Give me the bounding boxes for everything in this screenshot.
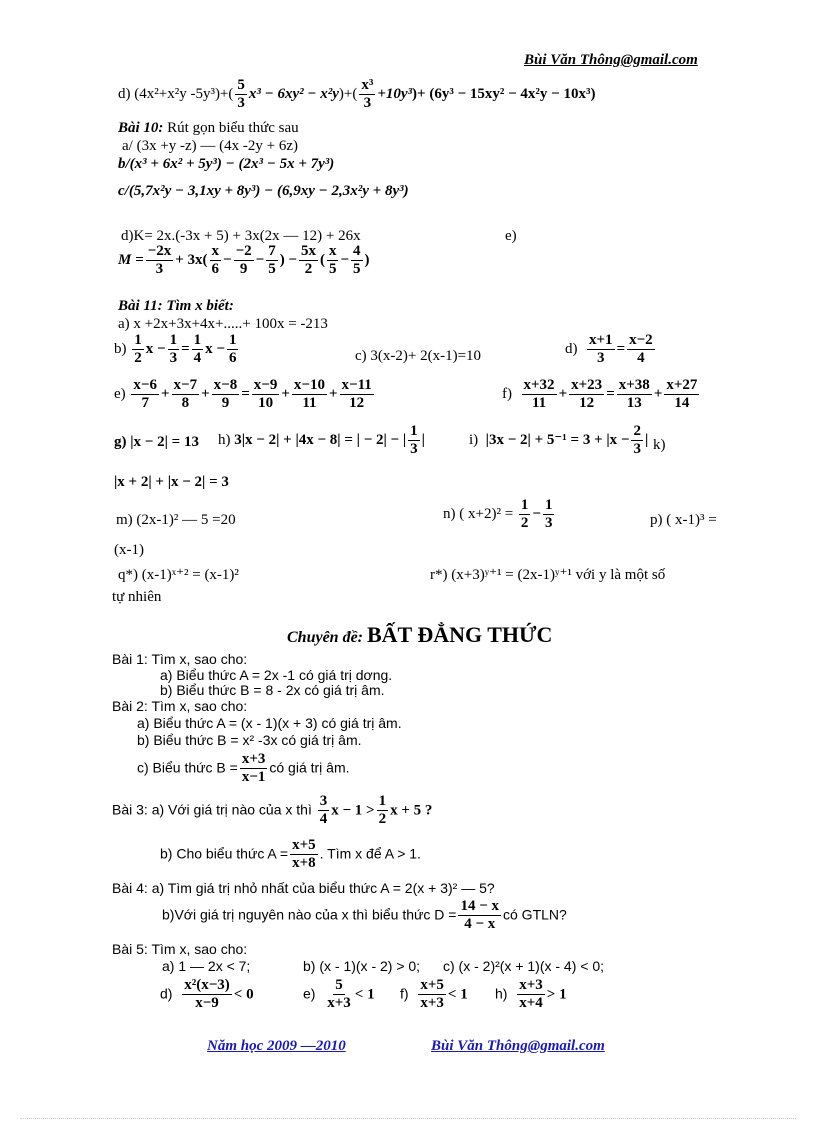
bai11-c: c) 3(x-2)+ 2(x-1)=10 — [355, 348, 482, 364]
bai9-d: d) (4x²+x²y -5y³)+( $\frac{5}{3}$ x³ − 6xy² − x²y)+( $\frac{\text{x³}}{3}$ +10y³)+ (6y³ − 15xy² − 4x²y − 10x³) — [118, 77, 596, 111]
bdt-bai5-b: b) (x - 1)(x - 2) > 0; — [303, 958, 421, 974]
bdt-bai5-f: f) $\frac{x+5}{x+3}$ < 1 — [400, 977, 468, 1011]
bdt-bai1-a: a) Biểu thức A = 2x -1 có giá trị dơng. — [160, 667, 393, 683]
bai11-r: r*) (x+3)ʸ⁺¹ = (2x-1)ʸ⁺¹ với y là một số — [430, 567, 666, 583]
bdt-bai2-a: a) Biểu thức A = (x - 1)(x + 3) có giá trị âm. — [137, 715, 402, 731]
header-email: Bùi Văn Thông@gmail.com — [524, 52, 698, 68]
bai11-k-label: k) — [653, 437, 666, 453]
footer-email[interactable]: Bùi Văn Thông@gmail.com — [431, 1038, 605, 1054]
page-edge-divider — [20, 1118, 796, 1119]
bai10-m-expression: M = $\frac{-2x}{3}$ + 3x( $\frac{x}{6}$ − $\frac{-2}{9}$ − $\frac{7}{5}$ ) − $\frac{5x}{2}$ ( $\frac{x}{5}$ − $\frac{4}{5}$ ) — [118, 243, 370, 277]
bai10-c: c/(5,7x²y − 3,1xy + 8y³) − (6,9xy − 2,3x²y + 8y³) — [118, 183, 409, 199]
bai10-e: e) — [505, 228, 517, 244]
bai11-h: h) 3|x − 2| + |4x − 8| = | − 2| − | $\frac{1}{3}$ | — [218, 423, 425, 457]
bai11-b: b) $\frac{1}{2}$ x − $\frac{1}{3}$ = $\frac{1}{4}$ x − $\frac{1}{6}$ — [114, 332, 237, 366]
bdt-bai5-h: h) $\frac{x+3}{x+4}$ > 1 — [495, 977, 567, 1011]
bai11-r-cont: tự nhiên — [112, 589, 162, 605]
chuyen-de-heading: Chuyên đề: BẤT ĐẲNG THỨC — [287, 622, 553, 647]
bdt-bai2-heading: Bài 2: Tìm x, sao cho: — [112, 698, 248, 714]
bai11-k: |x + 2| + |x − 2| = 3 — [114, 474, 229, 490]
bdt-bai1-heading: Bài 1: Tìm x, sao cho: — [112, 651, 248, 667]
bdt-bai5-heading: Bài 5: Tìm x, sao cho: — [112, 941, 248, 957]
bdt-bai5-e: e) $\frac{5}{x+3}$ < 1 — [303, 977, 375, 1011]
bdt-bai3-b: b) Cho biểu thức A = $\frac{x+5}{x+8}$ . Tìm x để A > 1. — [160, 837, 421, 871]
bai11-m: m) (2x-1)² — 5 =20 — [116, 512, 236, 528]
footer-year: Năm học 2009 —2010 — [207, 1038, 346, 1054]
bai10-heading: Bài 10: Rút gọn biểu thức sau — [118, 120, 299, 136]
bdt-bai5-a: a) 1 — 2x < 7; — [162, 958, 251, 974]
bai11-p: p) ( x-1)³ = — [650, 512, 717, 528]
bai11-n: n) ( x+2)² = $\frac{1}{2}$ − $\frac{1}{3}$ — [443, 497, 553, 531]
bai11-q: q*) (x-1)ˣ⁺² = (x-1)² — [118, 567, 239, 583]
bdt-bai4-a: Bài 4: a) Tìm giá trị nhỏ nhất của biểu thức A = 2(x + 3)² — 5? — [112, 880, 495, 896]
bdt-bai1-b: b) Biểu thức B = 8 - 2x có giá trị âm. — [160, 682, 385, 698]
bai11-f: f) $\frac{x+32}{11}$ + $\frac{x+23}{12}$ = $\frac{x+38}{13}$ + $\frac{x+27}{14}$ — [502, 377, 698, 411]
bai10-b: b/(x³ + 6x² + 5y³) − (2x³ − 5x + 7y³) — [118, 156, 335, 172]
bai11-heading: Bài 11: Tìm x biết: — [118, 298, 234, 314]
bai10-d: d)K= 2x.(-3x + 5) + 3x(2x — 12) + 26x — [121, 228, 361, 244]
bdt-bai2-b: b) Biểu thức B = x² -3x có giá trị âm. — [137, 732, 362, 748]
bai11-p-cont: (x-1) — [114, 542, 144, 558]
bdt-bai2-c: c) Biểu thức B = $\frac{x+3}{x-1}$ có giá trị âm. — [137, 751, 350, 785]
bai11-a: a) x +2x+3x+4x+.....+ 100x = -213 — [118, 316, 328, 332]
bdt-bai4-b: b)Với giá trị nguyên nào của x thì biểu thức D = $\frac{14 - x}{4 - x}$ có GTLN? — [162, 898, 567, 932]
bdt-bai5-c: c) (x - 2)²(x + 1)(x - 4) < 0; — [443, 958, 605, 974]
bai11-d: d) $\frac{x+1}{3}$ = $\frac{x-2}{4}$ — [565, 332, 653, 366]
bai10-a: a/ (3x +y -z) — (4x -2y + 6z) — [122, 138, 299, 154]
bdt-bai3-a: Bài 3: a) Với giá trị nào của x thì $\frac{3}{4}$ x − 1 > $\frac{1}{2}$ x + 5 ? — [112, 793, 433, 827]
bai11-e: e) $\frac{x-6}{7}$ + $\frac{x-7}{8}$ + $\frac{x-8}{9}$ = $\frac{x-9}{10}$ + $\frac{x-10}{11}$ + $\frac{x-11}{12}$ — [114, 377, 372, 411]
bdt-bai5-d: d) $\frac{\text{x²(x−3)}}{x-9}$ < 0 — [160, 977, 254, 1011]
bai11-g: g) |x − 2| = 13 — [114, 434, 199, 450]
bai11-i: i) |3x − 2| + 5⁻¹ = 3 + |x − $\frac{2}{3}$ | — [469, 423, 649, 457]
